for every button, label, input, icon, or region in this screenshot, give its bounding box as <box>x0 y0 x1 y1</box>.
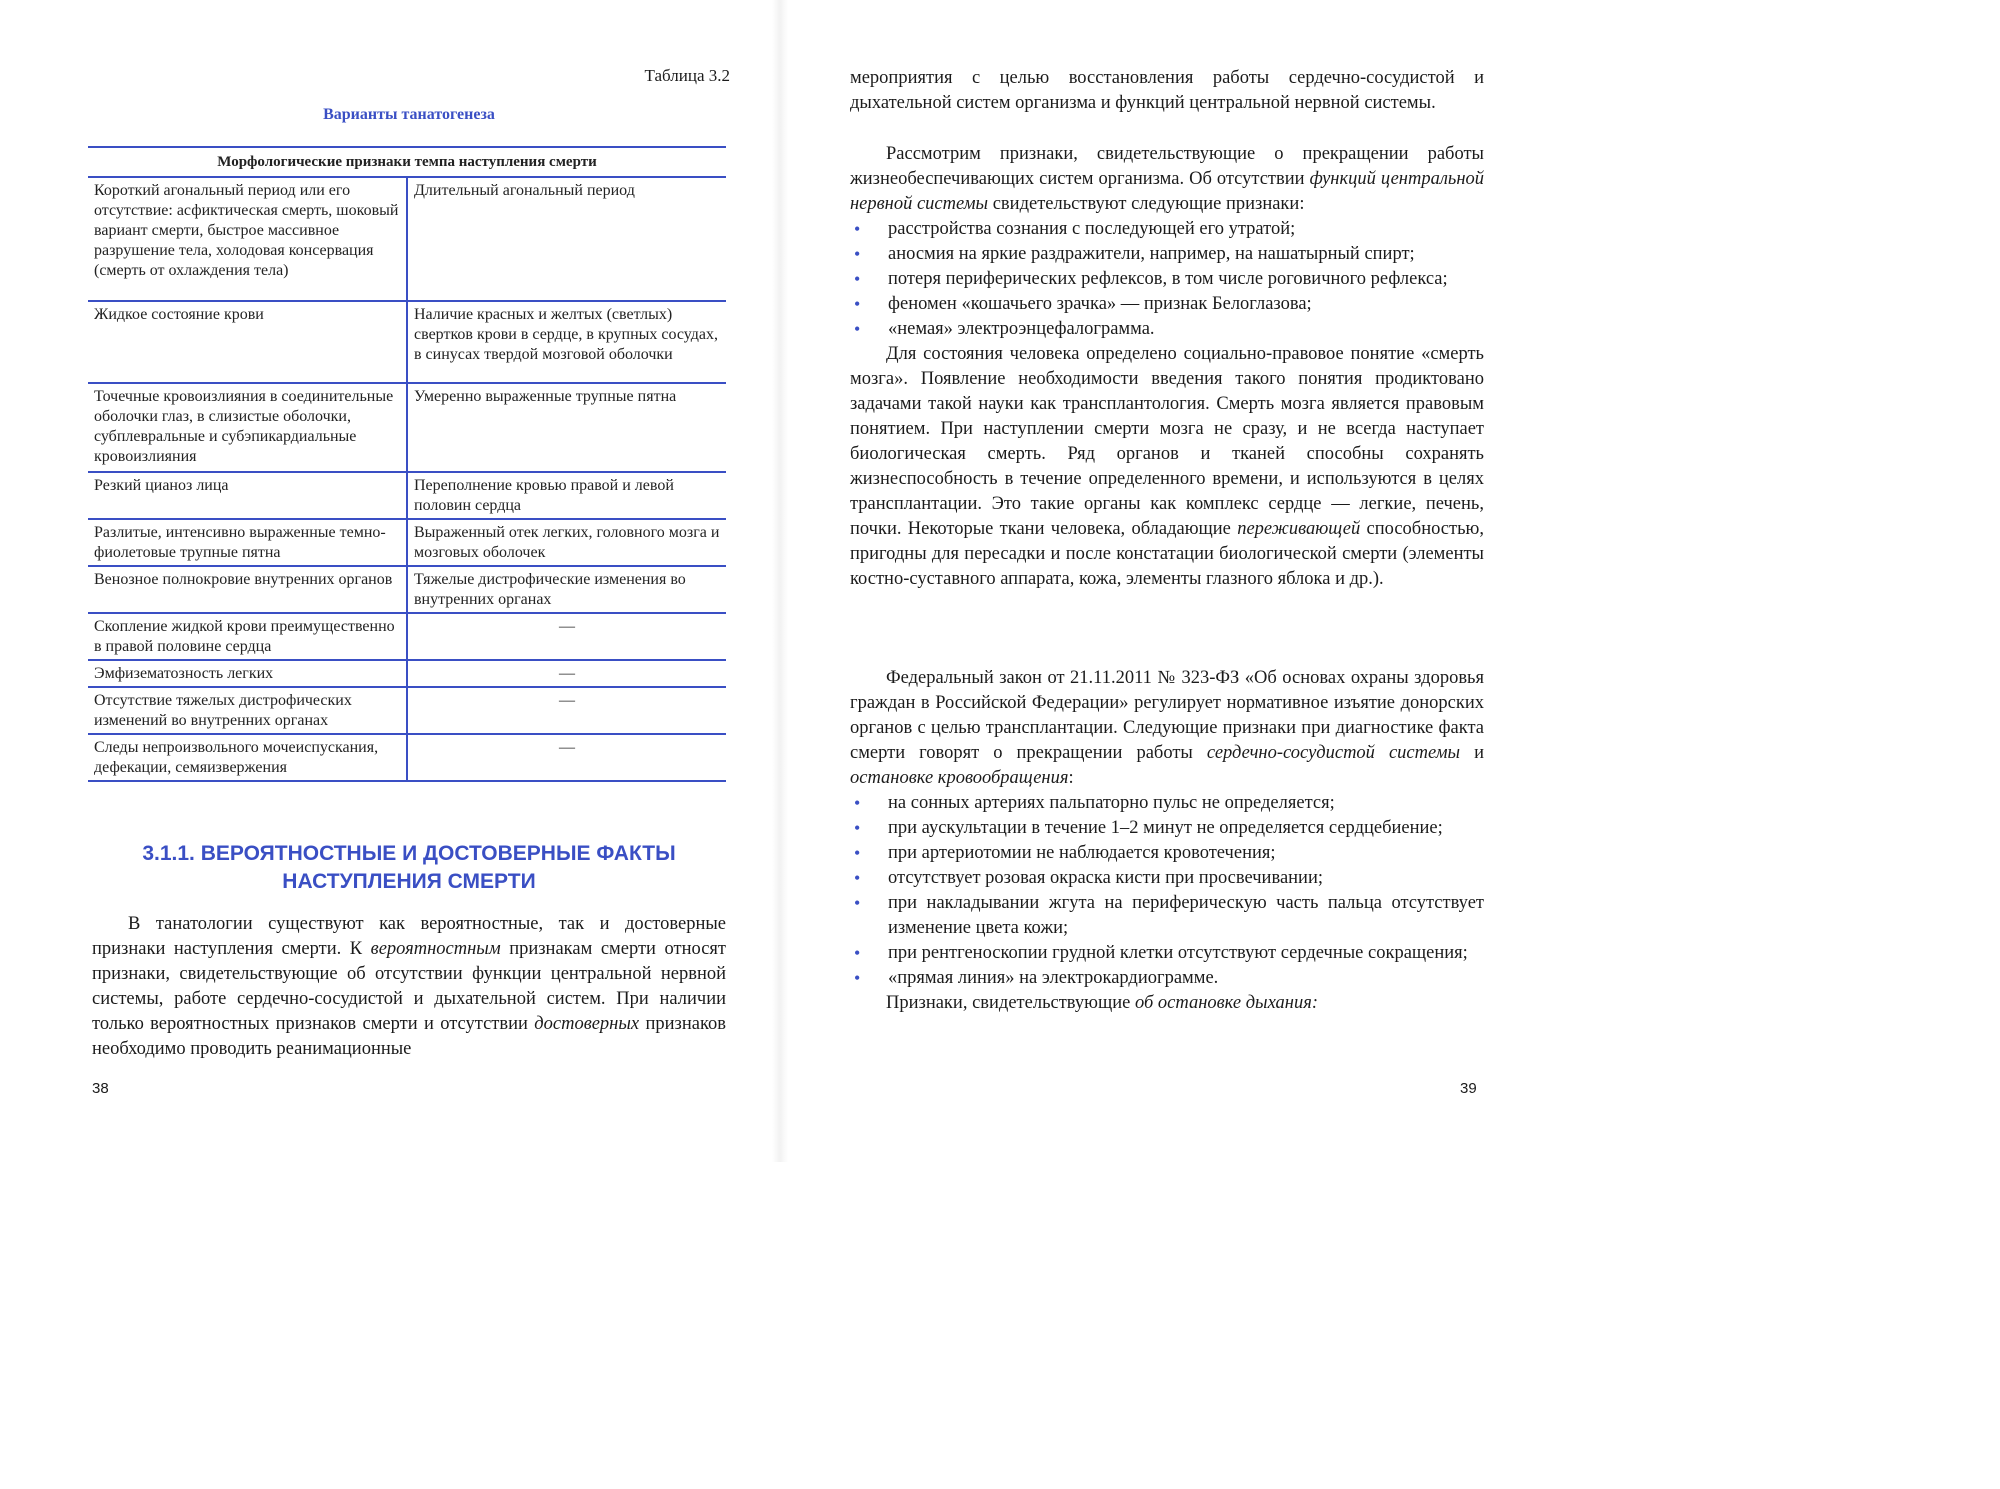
table-cell: Отсутствие тяжелых дистрофических изменений во внутренних органах <box>88 687 407 734</box>
italic-term: переживающей <box>1237 519 1361 539</box>
table-cell: Умеренно выраженные трупные пятна <box>407 383 726 472</box>
list-item <box>850 317 1484 342</box>
list-item-text: при рентгеноскопии грудной клетки отсутствуют сердечные сокращения; <box>888 943 1468 963</box>
list-item-text: на сонных артериях пальпаторно пульс не определяется; <box>888 793 1335 813</box>
bullet-icon: • <box>854 793 861 813</box>
body-text <box>92 912 726 1062</box>
table-cell: Разлитые, интенсивно выраженные темно-фиолетовые трупные пятна <box>88 519 407 566</box>
text-run: Рассмотрим признаки, свидетельствующие о прекращении работы жизнеобеспечивающих систем организма. Об отсутствии <box>850 144 1484 189</box>
table-cell: Эмфизематозность легких <box>88 660 407 687</box>
bullet-icon: • <box>854 843 861 863</box>
text-run: свидетельствуют следующие признаки: <box>988 194 1305 214</box>
list-item <box>850 791 1484 816</box>
table-row <box>88 734 726 781</box>
bullet-icon: • <box>854 968 861 988</box>
table-row <box>88 660 726 687</box>
list-item <box>850 292 1484 317</box>
italic-term: об остановке дыхания: <box>1134 993 1318 1013</box>
text-run: признакам смерти относят признаки, свидетельствующие об отсутствии функции центральной нервной системы, работе сердечно-сосудистой и дыхательной систем. При наличии только вероятностных признаков смерти и отсутствии <box>92 939 726 1034</box>
table-row <box>88 613 726 660</box>
thanatogenesis-table <box>88 146 726 782</box>
list-item-text: «немая» электроэнцефалограмма. <box>888 319 1155 339</box>
table-caption: Варианты танатогенеза <box>323 106 495 123</box>
table-cell: Скопление жидкой крови преимущественно в правой половине сердца <box>88 613 407 660</box>
text-run: и <box>1460 743 1484 763</box>
text-run: В танатологии существуют как вероятностные, так и достоверные признаки наступления смерти. К <box>92 914 726 959</box>
table-cell: Длительный агональный период <box>407 177 726 301</box>
table-row <box>88 177 726 301</box>
list-item <box>850 217 1484 242</box>
bullet-icon: • <box>854 893 861 913</box>
table-cell: Резкий цианоз лица <box>88 472 407 519</box>
table-row <box>88 301 726 383</box>
bullet-icon: • <box>854 818 861 838</box>
list-item-text: «прямая линия» на электрокардиограмме. <box>888 968 1219 988</box>
italic-term: остановке кровообращения <box>850 768 1069 788</box>
body-text <box>850 66 1484 116</box>
list-item <box>850 866 1484 891</box>
list-item-text: феномен «кошачьего зрачка» — признак Белоглазова; <box>888 294 1312 314</box>
bullet-icon: • <box>854 868 861 888</box>
table-cell: Точечные кровоизлияния в соединительные оболочки глаз, в слизистые оболочки, субплевральные и субэпикардиальные кровоизлияния <box>88 383 407 472</box>
list-item <box>850 267 1484 292</box>
right-page <box>780 0 1560 1162</box>
text-run: Для состояния человека определено социально-правовое понятие «смерть мозга». Появление необходимости введения такого понятия продиктовано задачами такой науки как трансплантология. Смерть мозга является правовым понятием. При наступлении смерти мозга не сразу, и не всегда наступает биологическая смерть. Ряд органов и тканей способны сохранять жизнеспособность в течение определенного времени, и используются в целях трансплантации. Это такие органы как комплекс сердце — легкие, печень, почки. Некоторые ткани человека, обладающие <box>850 344 1484 539</box>
bullet-icon: • <box>854 319 861 339</box>
list-item-text: расстройства сознания с последующей его утратой; <box>888 219 1296 239</box>
table-cell: Наличие красных и желтых (светлых) свертков крови в сердце, в крупных сосудах, в синусах твердой мозговой оболочки <box>407 301 726 383</box>
paragraph: мероприятия с целью восстановления работы сердечно-сосудистой и дыхательной систем организма и функций центральной нервной системы. <box>850 68 1484 113</box>
left-page <box>0 0 780 1162</box>
table-cell: Венозное полнокровие внутренних органов <box>88 566 407 613</box>
italic-term: функций центральной нервной системы <box>850 169 1485 214</box>
table-number: Таблица 3.2 <box>644 66 730 85</box>
text-run: Федеральный закон от 21.11.2011 № 323-ФЗ «Об основах охраны здоровья граждан в Российской Федерации» регулирует нормативное изъятие донорских органов с целью трансплантации. Следующие признаки при диагностике факта смерти говорят о прекращении работы <box>850 668 1484 763</box>
italic-term: вероятностным <box>370 939 501 959</box>
list-item <box>850 941 1484 966</box>
body-text <box>850 666 1484 1016</box>
list-item-text: при накладывании жгута на периферическую часть пальца отсутствует изменение цвета кожи; <box>888 893 1484 938</box>
list-item-text: аносмия на яркие раздражители, например, на нашатырный спирт; <box>888 244 1415 264</box>
table-cell: Короткий агональный период или его отсутствие: асфиктическая смерть, шоковый вариант смерти, быстрое массивное разрушение тела, холодовая консервация (смерть от охлаждения тела) <box>88 177 407 301</box>
bullet-icon: • <box>854 219 861 239</box>
paragraph <box>850 991 1484 1016</box>
table-cell: Тяжелые дистрофические изменения во внутренних органах <box>407 566 726 613</box>
list-item <box>850 966 1484 991</box>
page-number: 38 <box>92 1080 109 1097</box>
italic-term: достоверных <box>534 1014 640 1034</box>
text-run: : <box>1068 768 1074 788</box>
table-row <box>88 383 726 472</box>
text-run: признаков необходимо проводить реанимационные <box>92 1014 726 1059</box>
list-item-text: отсутствует розовая окраска кисти при просвечивании; <box>888 868 1323 888</box>
list-item <box>850 841 1484 866</box>
list-item <box>850 242 1484 267</box>
table-cell: Переполнение кровью правой и левой половин сердца <box>407 472 726 519</box>
body-text <box>850 142 1484 592</box>
bullet-icon: • <box>854 244 861 264</box>
bullet-icon: • <box>854 269 861 289</box>
table-cell: Выраженный отек легких, головного мозга и мозговых оболочек <box>407 519 726 566</box>
table-cell: — <box>407 660 726 687</box>
list-item <box>850 891 1484 941</box>
text-run: способностью, пригодны для пересадки и после констатации биологической смерти (элементы костно-суставного аппарата, кожа, элементы глазного яблока и др.). <box>850 519 1484 589</box>
italic-term: сердечно-сосудистой системы <box>1206 743 1461 763</box>
table-cell: — <box>407 687 726 734</box>
table-row <box>88 472 726 519</box>
paragraph <box>850 666 1484 791</box>
bullet-list <box>850 217 1484 342</box>
list-item-text: при аускультации в течение 1–2 минут не определяется сердцебиение; <box>888 818 1443 838</box>
section-heading: 3.1.1. ВЕРОЯТНОСТНЫЕ И ДОСТОВЕРНЫЕ ФАКТЫ НАСТУПЛЕНИЯ СМЕРТИ <box>142 842 676 893</box>
paragraph <box>850 342 1484 592</box>
table-cell: Жидкое состояние крови <box>88 301 407 383</box>
paragraph <box>92 912 726 1062</box>
table-row <box>88 566 726 613</box>
list-item <box>850 816 1484 841</box>
list-item-text: потеря периферических рефлексов, в том числе роговичного рефлекса; <box>888 269 1448 289</box>
table-row <box>88 687 726 734</box>
table-cell: Следы непроизвольного мочеиспускания, дефекации, семяизвержения <box>88 734 407 781</box>
table-cell: — <box>407 613 726 660</box>
bullet-icon: • <box>854 943 861 963</box>
table-cell: — <box>407 734 726 781</box>
page-number: 39 <box>1460 1080 1477 1097</box>
paragraph <box>850 142 1484 217</box>
list-item-text: при артериотомии не наблюдается кровотечения; <box>888 843 1276 863</box>
table-header: Морфологические признаки темпа наступления смерти <box>88 147 726 177</box>
bullet-list <box>850 791 1484 991</box>
text-run: Признаки, свидетельствующие <box>886 993 1135 1013</box>
table-row <box>88 519 726 566</box>
bullet-icon: • <box>854 294 861 314</box>
